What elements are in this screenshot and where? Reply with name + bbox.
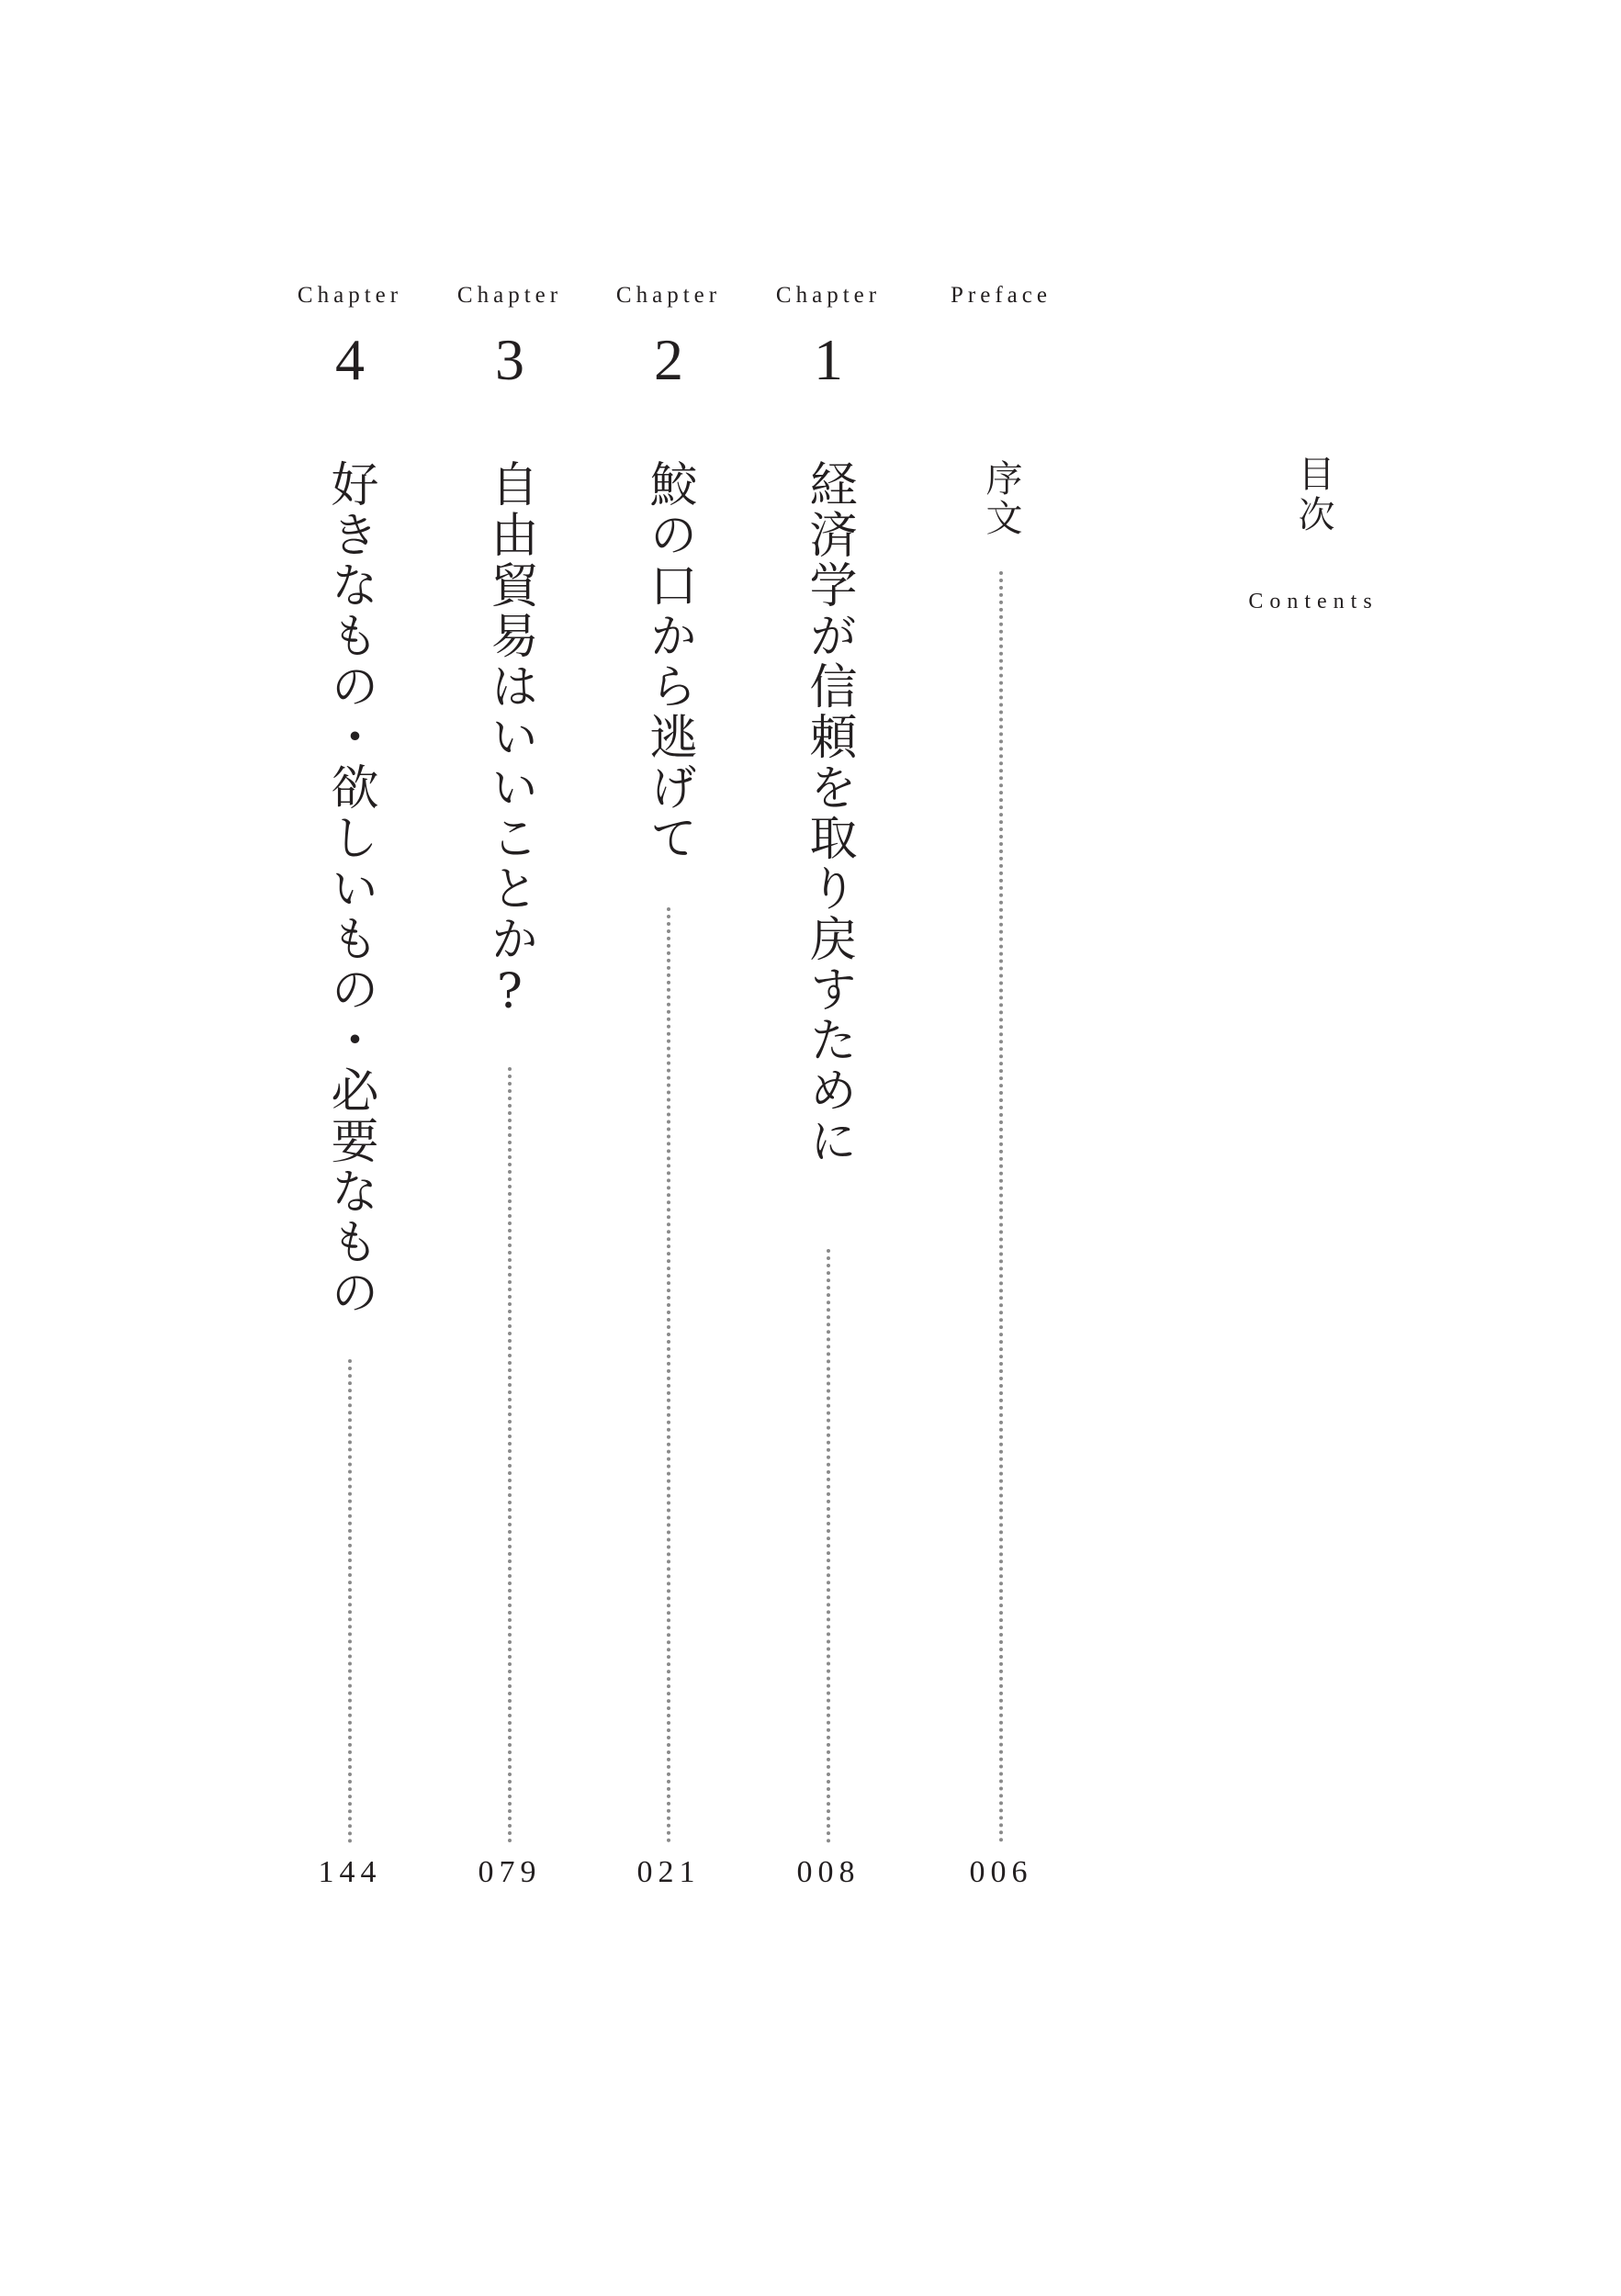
toc-entry-preface[interactable]	[928, 276, 1075, 1929]
toc-entry-chapter-4[interactable]	[276, 276, 423, 1929]
toc-entry-chapter-1[interactable]	[755, 276, 902, 1929]
chapter-number: 1	[814, 327, 843, 392]
dot-leader	[348, 1359, 352, 1843]
entry-label: Chapter	[775, 283, 882, 308]
chapter-number: 2	[654, 327, 683, 392]
entry-title: 経済学が信頼を取り戻すために	[801, 459, 856, 1166]
page-number: 079	[478, 1855, 542, 1889]
dot-leader	[827, 1249, 830, 1843]
entry-title: 好きなもの・欲しいもの・必要なもの	[322, 459, 377, 1318]
page-number: 021	[636, 1855, 701, 1889]
entry-label: Preface	[951, 283, 1052, 308]
entry-label: Chapter	[615, 283, 722, 308]
toc-title-en: Contents	[1248, 590, 1379, 613]
toc-entry-chapter-2[interactable]	[595, 276, 742, 1929]
entry-label: Chapter	[297, 283, 403, 308]
entry-title: 自由貿易はいいことか?	[482, 459, 537, 1022]
dot-leader	[508, 1067, 512, 1843]
toc-title-jp: 目次	[1292, 455, 1334, 535]
toc-heading	[1221, 455, 1405, 614]
page-number: 006	[969, 1855, 1033, 1889]
entry-title: 鮫の口から逃げて	[641, 459, 696, 863]
chapter-number: 3	[495, 327, 524, 392]
dot-leader	[999, 571, 1003, 1843]
chapter-number: 4	[335, 327, 365, 392]
toc-entry-chapter-3[interactable]	[436, 276, 583, 1929]
page-number: 144	[318, 1855, 382, 1889]
page-number: 008	[796, 1855, 861, 1889]
entry-label: Chapter	[456, 283, 563, 308]
dot-leader	[667, 907, 670, 1843]
entry-title: 序文	[980, 459, 1022, 538]
